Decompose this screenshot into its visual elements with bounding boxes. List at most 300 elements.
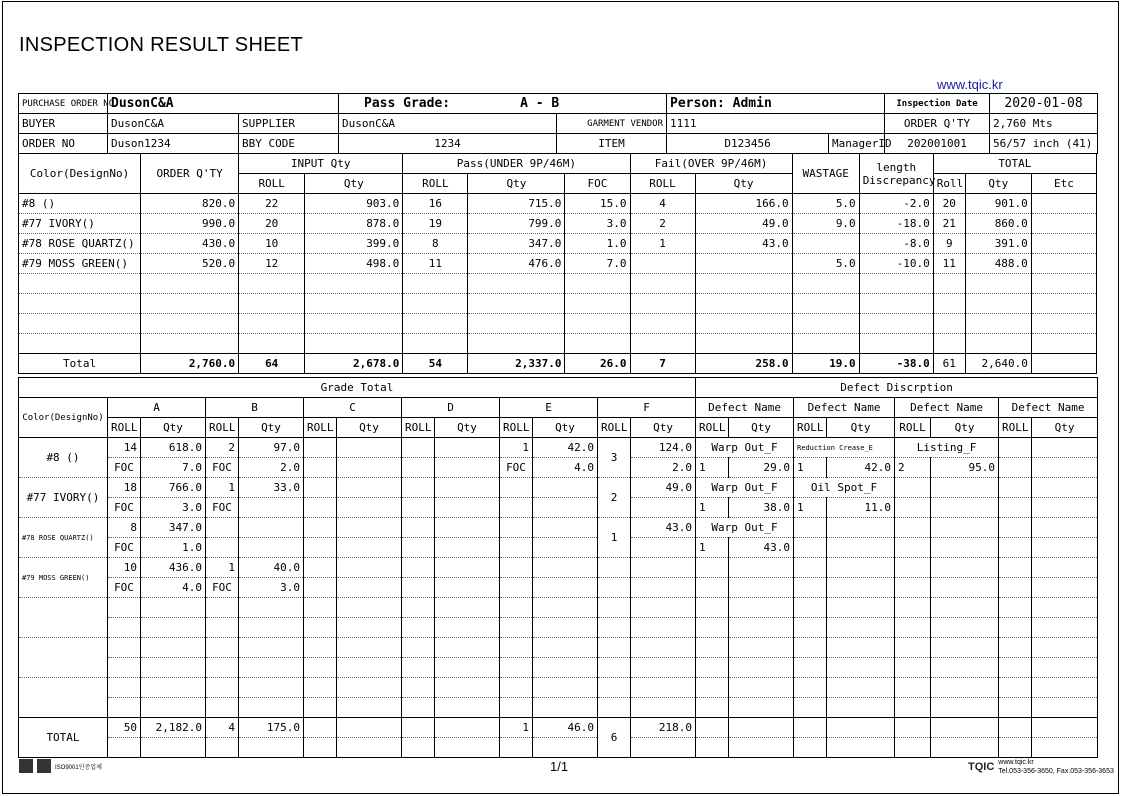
table-cell — [631, 498, 696, 518]
h-roll: ROLL — [630, 174, 695, 194]
table-cell — [598, 698, 631, 718]
table-cell: FOC — [108, 458, 141, 478]
item-value: D123456 — [667, 134, 829, 154]
table-cell: 21 — [933, 214, 965, 234]
table-cell: -2.0 — [859, 194, 933, 214]
grade-d: D — [402, 398, 500, 418]
h-roll: ROLL — [304, 418, 337, 438]
defect-desc-header: Defect Discrption — [696, 378, 1098, 398]
grade-b: B — [206, 398, 304, 418]
table-cell — [337, 518, 402, 538]
table-row — [19, 458, 1098, 478]
color-cell: #78 ROSE QUARTZ() — [19, 518, 108, 558]
table-cell: 1 — [630, 234, 695, 254]
total-cell — [999, 718, 1032, 738]
table-cell: 29.0 — [729, 458, 794, 478]
table-cell: FOC — [108, 538, 141, 558]
col-fail: Fail(OVER 9P/46M) — [630, 154, 792, 174]
person: Person: Admin — [667, 94, 885, 114]
table-cell — [533, 598, 598, 618]
total-cell — [895, 718, 931, 738]
defect-name-1: Defect Name — [696, 398, 794, 418]
table-cell: 166.0 — [695, 194, 792, 214]
table-cell — [895, 658, 931, 678]
table-cell — [304, 538, 337, 558]
page-number: 1/1 — [550, 759, 569, 774]
table-cell — [403, 314, 468, 334]
table-cell — [533, 678, 598, 698]
total-cell — [696, 718, 729, 738]
table-cell — [239, 314, 305, 334]
table-cell — [933, 294, 965, 314]
h-qty: Qty — [305, 174, 403, 194]
col-wastage: WASTAGE — [792, 154, 859, 194]
h-qty: Qty — [533, 418, 598, 438]
table-cell — [631, 538, 696, 558]
table-cell — [630, 314, 695, 334]
h-roll: Roll — [933, 174, 965, 194]
table-cell — [631, 578, 696, 598]
table-cell — [859, 274, 933, 294]
table-cell: 399.0 — [305, 234, 403, 254]
table-cell — [304, 558, 337, 578]
table-cell: 3.0 — [565, 214, 630, 234]
table-cell — [304, 698, 337, 718]
table-cell — [402, 538, 435, 558]
table-cell — [468, 334, 565, 354]
table-cell: Oil Spot_F — [794, 478, 895, 498]
table-cell — [895, 678, 931, 698]
total-cell — [827, 738, 895, 758]
table-cell — [794, 558, 827, 578]
table-cell: 903.0 — [305, 194, 403, 214]
table-cell: 2 — [630, 214, 695, 234]
h-roll: ROLL — [895, 418, 931, 438]
table-cell — [402, 598, 435, 618]
table-cell — [402, 618, 435, 638]
table-cell: 878.0 — [305, 214, 403, 234]
table-cell — [1032, 618, 1098, 638]
table-cell — [435, 458, 500, 478]
table-row — [19, 558, 1098, 578]
table-cell — [239, 498, 304, 518]
table-cell — [1031, 214, 1096, 234]
table-cell — [500, 478, 533, 498]
table-cell — [533, 478, 598, 498]
total-row — [19, 738, 1098, 758]
total-cell: 2,678.0 — [305, 354, 403, 374]
table-cell: Warp Out_F — [696, 518, 794, 538]
total-cell: 50 — [108, 718, 141, 738]
table-cell — [598, 618, 631, 638]
table-cell — [1031, 234, 1096, 254]
table-cell: 8 — [403, 234, 468, 254]
table-cell: FOC — [108, 578, 141, 598]
table-cell: 3.0 — [239, 578, 304, 598]
table-cell — [435, 498, 500, 518]
table-cell: 1 — [696, 498, 729, 518]
table-cell — [999, 658, 1032, 678]
table-cell — [631, 678, 696, 698]
total-cell — [304, 738, 337, 758]
vendor-value: 1111 — [667, 114, 885, 134]
total-cell — [402, 718, 435, 738]
table-cell — [239, 294, 305, 314]
table-cell: 7.0 — [565, 254, 630, 274]
table-cell — [999, 698, 1032, 718]
table-cell — [108, 598, 141, 618]
table-cell: 618.0 — [141, 438, 206, 458]
table-cell — [598, 678, 631, 698]
table-cell — [337, 598, 402, 618]
table-cell: 1 — [206, 558, 239, 578]
table-cell — [19, 274, 141, 294]
table-cell: 1.0 — [141, 538, 206, 558]
h-qty: Qty — [695, 174, 792, 194]
table-cell — [435, 578, 500, 598]
table-cell — [500, 678, 533, 698]
table-cell: 520.0 — [141, 254, 239, 274]
table-cell — [500, 518, 533, 538]
table-row — [19, 678, 1098, 698]
table-cell — [1032, 578, 1098, 598]
table-cell — [239, 274, 305, 294]
table-cell — [827, 538, 895, 558]
table-cell: 11.0 — [827, 498, 895, 518]
table-cell: #8 () — [19, 194, 141, 214]
total-cell: 19.0 — [792, 354, 859, 374]
table-cell — [500, 658, 533, 678]
table-cell: 799.0 — [468, 214, 565, 234]
col-order-qty: ORDER Q'TY — [141, 154, 239, 194]
table-row — [19, 698, 1098, 718]
table-cell — [533, 498, 598, 518]
table-cell — [931, 678, 999, 698]
table-cell: 3 — [598, 438, 631, 478]
table-cell — [304, 598, 337, 618]
table-row — [19, 578, 1098, 598]
table-row — [19, 334, 1097, 354]
table-cell — [696, 658, 729, 678]
table-cell — [895, 618, 931, 638]
table-cell — [239, 678, 304, 698]
table-cell — [827, 518, 895, 538]
table-cell: 2.0 — [631, 458, 696, 478]
table-cell — [337, 498, 402, 518]
table-cell — [468, 294, 565, 314]
table-cell — [794, 698, 827, 718]
table-cell — [305, 274, 403, 294]
table-cell — [435, 518, 500, 538]
table-cell — [792, 334, 859, 354]
table-cell — [337, 538, 402, 558]
supplier-label: SUPPLIER — [239, 114, 339, 134]
total-cell — [1032, 718, 1098, 738]
table-cell: 42.0 — [827, 458, 895, 478]
table-cell: 11 — [933, 254, 965, 274]
total-cell: 46.0 — [533, 718, 598, 738]
total-cell: 54 — [403, 354, 468, 374]
table-cell — [931, 638, 999, 658]
tqic-logo-icon: TQIC — [968, 761, 995, 773]
table-cell: #78 ROSE QUARTZ() — [19, 234, 141, 254]
h-etc: Etc — [1031, 174, 1096, 194]
table-cell — [630, 254, 695, 274]
table-cell: Warp Out_F — [696, 478, 794, 498]
table-cell — [859, 314, 933, 334]
table-cell — [696, 678, 729, 698]
table-cell — [402, 578, 435, 598]
table-cell: 20 — [933, 194, 965, 214]
h-roll: ROLL — [108, 418, 141, 438]
table-cell — [931, 598, 999, 618]
color-cell — [19, 678, 108, 718]
table-cell — [1032, 638, 1098, 658]
total-cell: 4 — [206, 718, 239, 738]
total-cell — [729, 738, 794, 758]
table-cell — [435, 638, 500, 658]
table-cell — [696, 578, 729, 598]
table-cell — [631, 558, 696, 578]
page-title: INSPECTION RESULT SHEET — [19, 34, 303, 56]
table-cell: 347.0 — [468, 234, 565, 254]
table-cell — [931, 618, 999, 638]
table-cell: 16 — [403, 194, 468, 214]
table-cell — [598, 558, 631, 578]
table-cell: 9 — [933, 234, 965, 254]
order-no-value: Duson1234 — [108, 134, 239, 154]
table-cell — [435, 658, 500, 678]
h-roll: ROLL — [794, 418, 827, 438]
grade-total-header: Grade Total — [19, 378, 696, 398]
table-cell — [792, 274, 859, 294]
po-label: PURCHASE ORDER NO — [19, 94, 108, 114]
table-cell — [895, 538, 931, 558]
inspection-date-label: Inspection Date — [885, 94, 990, 114]
table-cell — [403, 334, 468, 354]
table-cell — [859, 294, 933, 314]
table-cell — [695, 314, 792, 334]
table-cell — [403, 274, 468, 294]
table-cell — [337, 458, 402, 478]
h-qty: Qty — [468, 174, 565, 194]
table-cell — [435, 598, 500, 618]
table-cell — [435, 478, 500, 498]
table-cell — [435, 698, 500, 718]
total-cell — [931, 718, 999, 738]
total-cell — [206, 738, 239, 758]
table-cell — [305, 294, 403, 314]
table-cell: 766.0 — [141, 478, 206, 498]
table-cell — [965, 334, 1031, 354]
table-cell — [999, 518, 1032, 538]
table-cell: 18 — [108, 478, 141, 498]
table-cell — [965, 274, 1031, 294]
table-cell: 715.0 — [468, 194, 565, 214]
table-cell: 19 — [403, 214, 468, 234]
table-cell — [965, 314, 1031, 334]
table-cell — [500, 538, 533, 558]
table-cell — [304, 438, 337, 458]
table-cell — [999, 498, 1032, 518]
table-cell: 430.0 — [141, 234, 239, 254]
color-cell: #8 () — [19, 438, 108, 478]
table-cell: 43.0 — [695, 234, 792, 254]
table-cell — [999, 478, 1032, 498]
table-cell — [999, 538, 1032, 558]
table-cell — [500, 698, 533, 718]
total-cell: 2,640.0 — [965, 354, 1031, 374]
table-cell — [304, 458, 337, 478]
table-cell — [792, 234, 859, 254]
inspection-date-value: 2020-01-08 — [990, 94, 1098, 114]
h-roll: ROLL — [206, 418, 239, 438]
h-roll: ROLL — [500, 418, 533, 438]
table-cell — [827, 638, 895, 658]
table-cell — [794, 638, 827, 658]
table-cell: 860.0 — [965, 214, 1031, 234]
table-cell: #77 IVORY() — [19, 214, 141, 234]
website-link[interactable]: www.tqic.kr — [937, 77, 1003, 92]
table-cell — [794, 598, 827, 618]
table-cell — [729, 598, 794, 618]
grade-e: E — [500, 398, 598, 418]
table-cell: 1.0 — [565, 234, 630, 254]
table-cell — [895, 598, 931, 618]
table-cell — [304, 518, 337, 538]
table-cell — [792, 294, 859, 314]
table-cell: -8.0 — [859, 234, 933, 254]
total-cell — [108, 738, 141, 758]
total-cell — [895, 738, 931, 758]
total-cell — [794, 718, 827, 738]
table-cell: Warp Out_F — [696, 438, 794, 458]
table-cell — [630, 274, 695, 294]
table-cell — [999, 678, 1032, 698]
table-row — [19, 538, 1098, 558]
manager-value: 202001001 — [885, 134, 990, 154]
table-cell — [631, 638, 696, 658]
table-cell: 3.0 — [141, 498, 206, 518]
table-row — [19, 234, 1097, 254]
total-cell: 175.0 — [239, 718, 304, 738]
table-cell: FOC — [206, 498, 239, 518]
table-cell — [206, 698, 239, 718]
po-value: DusonC&A — [108, 94, 339, 114]
table-cell — [827, 658, 895, 678]
table-cell — [141, 598, 206, 618]
table-cell — [141, 678, 206, 698]
table-cell — [729, 678, 794, 698]
table-cell: 9.0 — [792, 214, 859, 234]
h-qty: Qty — [435, 418, 500, 438]
table-cell — [794, 658, 827, 678]
table-cell — [631, 618, 696, 638]
defect-name-4: Defect Name — [999, 398, 1098, 418]
h-roll: ROLL — [696, 418, 729, 438]
table-cell — [304, 618, 337, 638]
table-cell — [533, 658, 598, 678]
table-cell: FOC — [206, 578, 239, 598]
table-cell: 4.0 — [141, 578, 206, 598]
table-cell: 990.0 — [141, 214, 239, 234]
grade-a: A — [108, 398, 206, 418]
total-cell — [827, 718, 895, 738]
table-row — [19, 498, 1098, 518]
table-cell — [695, 254, 792, 274]
table-cell: 43.0 — [631, 518, 696, 538]
table-cell — [827, 558, 895, 578]
total-cell — [141, 738, 206, 758]
table-cell — [933, 334, 965, 354]
table-cell: 42.0 — [533, 438, 598, 458]
table-cell — [304, 498, 337, 518]
table-cell: 43.0 — [729, 538, 794, 558]
table-cell — [141, 698, 206, 718]
table-cell — [239, 638, 304, 658]
table-cell: 4 — [630, 194, 695, 214]
total-cell: 61 — [933, 354, 965, 374]
table-cell — [1031, 314, 1096, 334]
table-cell — [1032, 558, 1098, 578]
table-cell — [108, 618, 141, 638]
table-cell — [565, 314, 630, 334]
col-total: TOTAL — [933, 154, 1096, 174]
col-pass: Pass(UNDER 9P/46M) — [403, 154, 630, 174]
table-cell — [631, 658, 696, 678]
table-cell — [895, 498, 931, 518]
total-cell — [337, 718, 402, 738]
pass-grade: Pass Grade: A - B — [339, 94, 667, 114]
table-row — [19, 254, 1097, 274]
table-cell — [696, 558, 729, 578]
total-cell — [631, 738, 696, 758]
table-cell — [402, 478, 435, 498]
table-cell — [500, 558, 533, 578]
table-cell — [141, 638, 206, 658]
table-cell: 10 — [239, 234, 305, 254]
table-cell — [1031, 274, 1096, 294]
total-cell: 2,337.0 — [468, 354, 565, 374]
table-cell — [792, 314, 859, 334]
table-cell: 2 — [598, 478, 631, 518]
table-cell — [435, 538, 500, 558]
h-qty: Qty — [141, 418, 206, 438]
table-cell — [239, 618, 304, 638]
table-cell — [827, 618, 895, 638]
table-cell — [794, 678, 827, 698]
table-cell: 488.0 — [965, 254, 1031, 274]
h-qty: Qty — [337, 418, 402, 438]
total-cell: 2,182.0 — [141, 718, 206, 738]
table-row — [19, 478, 1098, 498]
table-cell: 49.0 — [695, 214, 792, 234]
table-cell — [729, 618, 794, 638]
total-cell — [1032, 738, 1098, 758]
table-cell — [141, 294, 239, 314]
total-cell: 1 — [500, 718, 533, 738]
table-cell — [827, 678, 895, 698]
table-cell — [108, 678, 141, 698]
total-cell — [435, 738, 500, 758]
table-cell — [533, 558, 598, 578]
table-cell — [895, 698, 931, 718]
cert-logo-icon — [37, 759, 51, 773]
defect-name-2: Defect Name — [794, 398, 895, 418]
table-row — [19, 638, 1098, 658]
header-table — [18, 93, 1098, 154]
table-cell — [239, 598, 304, 618]
